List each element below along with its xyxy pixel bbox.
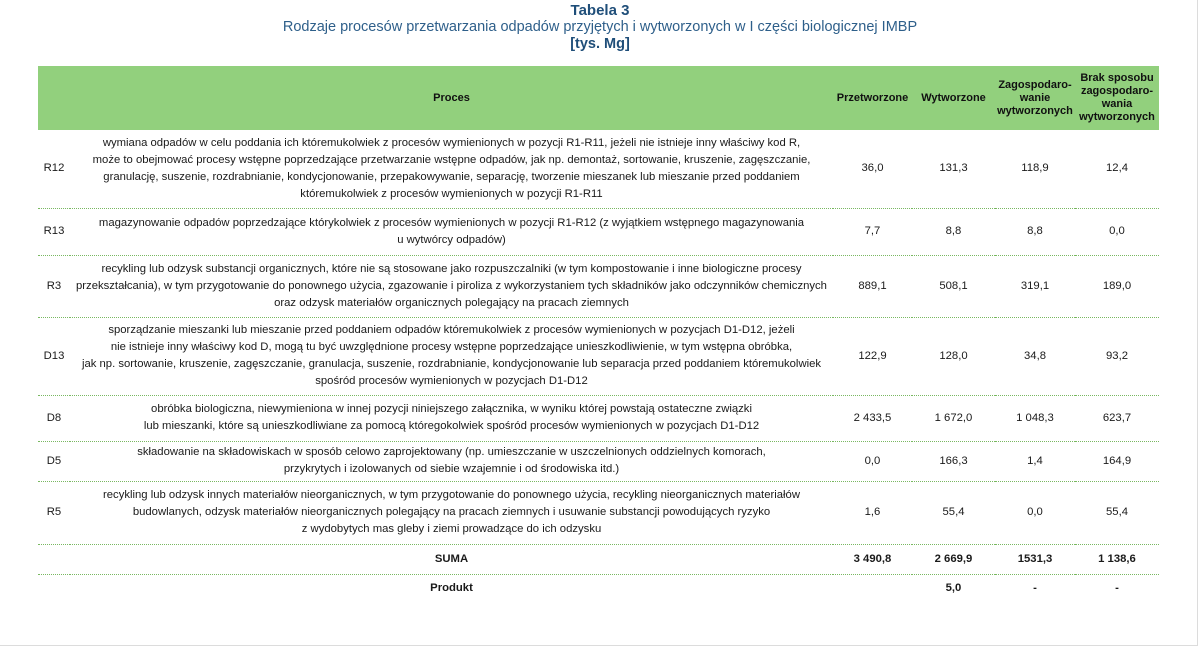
value-wytworzone: 131,3: [912, 130, 995, 208]
process-code: R5: [38, 481, 70, 544]
product-row: [38, 574, 1159, 603]
product-wytworzone: 5,0: [945, 582, 962, 595]
sum-label: SUMA: [70, 544, 833, 574]
table-row: [38, 255, 1159, 317]
value-brak: 0,0: [1075, 208, 1159, 255]
sum-wytworzone: 2 669,9: [912, 544, 995, 574]
product-label: Produkt: [430, 582, 473, 595]
value-brak: 12,4: [1075, 130, 1159, 208]
header-zagospodarowanie: Zagospodaro- wanie wytworzonych: [995, 66, 1075, 130]
value-przetworzone: 889,1: [833, 255, 912, 317]
product-brak: -: [1115, 582, 1119, 595]
sum-brak: 1 138,6: [1075, 544, 1159, 574]
process-description: magazynowanie odpadów poprzedzające którykolwiek z procesów wymienionych w pozycji R1-R12 (z wyjątkiem wstępnego magazynowania u wytwórcy odpadów): [70, 208, 833, 255]
process-description: obróbka biologiczna, niewymieniona w innej pozycji niniejszego załącznika, w wyniku której powstają ostateczne związki lub mieszanki, które są unieszkodliwiane za pomocą któregokolwiek spośród procesów wymienionych w pozycjach D1-D12: [70, 395, 833, 441]
value-wytworzone: 166,3: [912, 441, 995, 481]
product-przetworzone: [833, 574, 912, 603]
value-zagospodarowanie: 8,8: [995, 208, 1075, 255]
process-code: R13: [38, 208, 70, 255]
process-description: recykling lub odzysk innych materiałów nieorganicznych, w tym przygotowanie do ponownego użycia, recykling nieorganicznych materiałów budowlanych, odzysk materiałów nieorganicznych polegający na pracach ziemnych i usuwanie substancji powodujących ryzyko z wydobytych mas gleby i ziemi prowadzące do ich odzysku: [70, 481, 833, 544]
product-code-cell: [38, 574, 70, 603]
process-description: składowanie na składowiskach w sposób celowo zaprojektowany (np. umieszczanie w uszczelnionych oddzielnych komorach, przykrytych i izolowanych od siebie wzajemnie i od środowiska itd.): [70, 441, 833, 481]
table-unit: [tys. Mg]: [570, 36, 630, 52]
value-brak: 164,9: [1075, 441, 1159, 481]
product-zagospodarowanie: -: [1033, 582, 1037, 595]
value-zagospodarowanie: 34,8: [995, 317, 1075, 395]
table-row: [38, 317, 1159, 395]
process-code: D13: [38, 317, 70, 395]
process-code: R3: [38, 255, 70, 317]
sum-row: [38, 544, 1159, 574]
value-brak: 55,4: [1075, 481, 1159, 544]
value-przetworzone: 1,6: [833, 481, 912, 544]
value-przetworzone: 0,0: [833, 441, 912, 481]
value-wytworzone: 508,1: [912, 255, 995, 317]
value-zagospodarowanie: 319,1: [995, 255, 1075, 317]
value-przetworzone: 122,9: [833, 317, 912, 395]
header-code: [38, 66, 70, 130]
table-caption: [0, 2, 1200, 53]
header-wytworzone: Wytworzone: [912, 66, 995, 130]
table-row: [38, 395, 1159, 441]
process-description: wymiana odpadów w celu poddania ich któremukolwiek z procesów wymienionych w pozycji R1-R11, jeżeli nie istnieje inny właściwy kod R, może to obejmować procesy wstępne poprzedzające przetwarzanie wstępne odpadów, jak np. demontaż, sortowanie, kruszenie, zagęszczanie, granulację, suszenie, rozdrabnianie, kondycjonowanie, przepakowywanie, separację, tworzenie mieszanek lub mieszanie przed poddaniem któremukolwiek z procesów wymienionych w pozycji R1-R11: [70, 130, 833, 208]
value-brak: 189,0: [1075, 255, 1159, 317]
table-row: [38, 130, 1159, 208]
value-wytworzone: 1 672,0: [912, 395, 995, 441]
header-przetworzone: Przetworzone: [833, 66, 912, 130]
table-row: [38, 441, 1159, 481]
table-title: Tabela 3: [570, 2, 630, 19]
sum-code-cell: [38, 544, 70, 574]
value-zagospodarowanie: 1 048,3: [995, 395, 1075, 441]
value-zagospodarowanie: 1,4: [995, 441, 1075, 481]
table-row: [38, 208, 1159, 255]
value-zagospodarowanie: 118,9: [995, 130, 1075, 208]
value-przetworzone: 36,0: [833, 130, 912, 208]
value-przetworzone: 2 433,5: [833, 395, 912, 441]
header-brak-sposobu: Brak sposobu zagospodaro- wania wytworzonych: [1075, 66, 1159, 130]
process-code: R12: [38, 130, 70, 208]
table-subtitle: Rodzaje procesów przetwarzania odpadów przyjętych i wytworzonych w I części biologicznej IMBP: [282, 19, 918, 35]
process-table: [38, 66, 1159, 603]
sum-zagospodarowanie: 1531,3: [995, 544, 1075, 574]
process-code: D5: [38, 441, 70, 481]
process-code: D8: [38, 395, 70, 441]
header-proces: Proces: [70, 66, 833, 130]
process-description: recykling lub odzysk substancji organicznych, które nie są stosowane jako rozpuszczalniki (w tym kompostowanie i inne biologiczne procesy przekształcania), w tym przygotowanie do ponownego użycia, zgazowanie i piroliza z wykorzystaniem tych składników jako odczynników chemicznych oraz odzysk materiałów organicznych polegający na pracach ziemnych: [70, 255, 833, 317]
sum-przetworzone: 3 490,8: [833, 544, 912, 574]
value-brak: 93,2: [1075, 317, 1159, 395]
value-zagospodarowanie: 0,0: [995, 481, 1075, 544]
value-brak: 623,7: [1075, 395, 1159, 441]
table-row: [38, 481, 1159, 544]
table-body: [38, 130, 1159, 603]
table-header: [38, 66, 1159, 130]
value-przetworzone: 7,7: [833, 208, 912, 255]
value-wytworzone: 8,8: [912, 208, 995, 255]
value-wytworzone: 128,0: [912, 317, 995, 395]
value-wytworzone: 55,4: [912, 481, 995, 544]
process-description: sporządzanie mieszanki lub mieszanie przed poddaniem odpadów któremukolwiek z procesów wymienionych w pozycjach D1-D12, jeżeli nie istnieje inny właściwy kod D, mogą tu być uwzględnione procesy wstępne poprzedzające unieszkodliwienie, w tym wstępna obróbka, jak np. sortowanie, kruszenie, zagęszczanie, granulacja, suszenie, rozdrabnianie, kondycjonowanie lub separacja przed poddaniem któremukolwiek spośród procesów wymienionych w pozycjach D1-D12: [70, 317, 833, 395]
